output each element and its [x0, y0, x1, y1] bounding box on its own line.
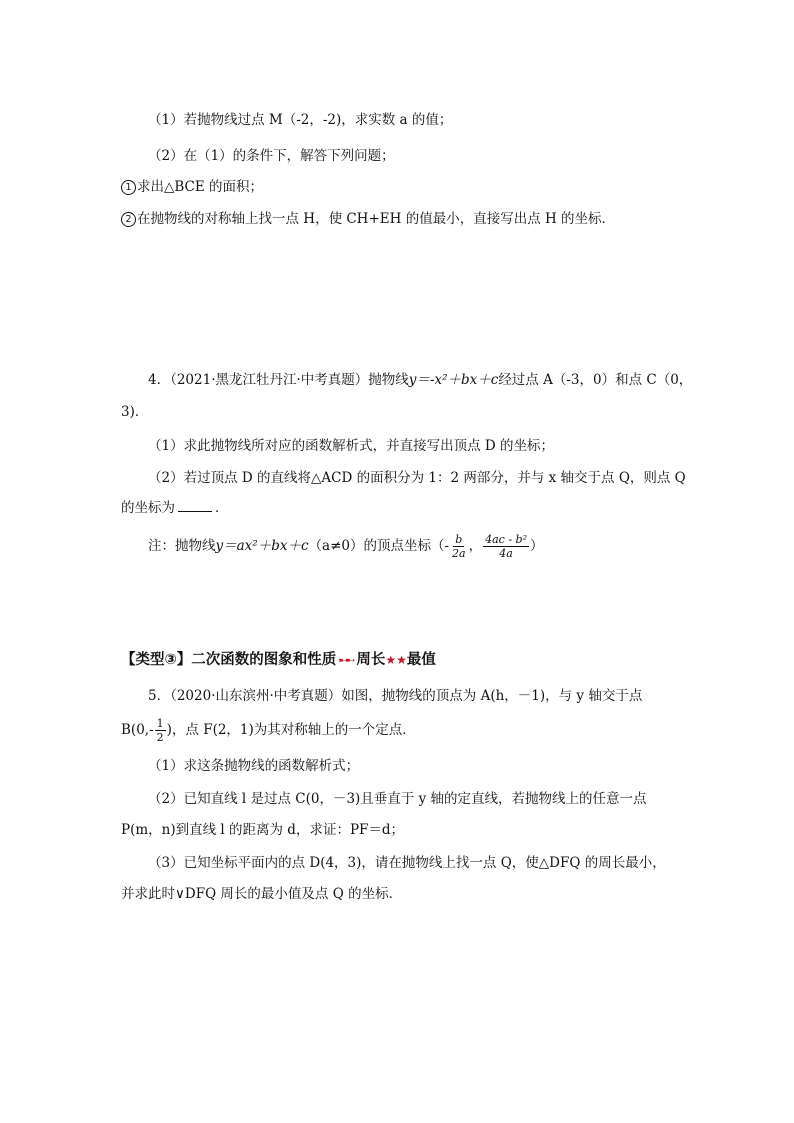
- q3-subpart1: [121, 177, 263, 197]
- section-heading-type: 【类型③】二次函数的图象和性质: [121, 652, 337, 668]
- q5-part1: （1）求这条抛物线的函数解析式；: [148, 758, 360, 774]
- q5-stem: 5．（2020·山东滨州·中考真题）如图，抛物线的顶点为 A(h，－1)，与 y 轴交于点: [148, 688, 643, 704]
- fraction-b-over-2a: $\frac{b}{2a}$: [452, 533, 466, 560]
- q3-subpart2-text: 在抛物线的对称轴上找一点 H，使 CH+EH 的值最小，直接写出点 H 的坐标．: [137, 211, 616, 227]
- circled-number-2: 2: [121, 212, 136, 227]
- note-label: 注：抛物线: [148, 538, 216, 554]
- circled-number-1: 1: [121, 180, 136, 195]
- q5-part3-continued: 并求此时∨DFQ 周长的最小值及点 Q 的坐标．: [121, 886, 403, 902]
- q4-answer-prompt: 的坐标为: [121, 500, 175, 516]
- fraction-one-half: $\frac{1}{2}$: [156, 717, 164, 744]
- q3-subpart1-text: 求出△BCE 的面积；: [137, 179, 264, 195]
- q5-part2: （2）已知直线 l 是过点 C(0，－3)且垂直于 y 轴的定直线，若抛物线上的任意一点: [148, 791, 647, 807]
- q4-stem: [148, 370, 692, 390]
- q4-answer-end: ．: [215, 500, 229, 516]
- note-vertex-prefix: （a≠0）的顶点坐标（-: [308, 538, 450, 554]
- q5-part2-continued: P(m，n)到直线 l 的距离为 d，求证：PF＝d；: [121, 822, 405, 838]
- note-comma: ，: [468, 538, 483, 554]
- q3-subpart2: [121, 209, 615, 229]
- q4-stem-source: 4．（2021·黑龙江牡丹江·中考真题）抛物线: [148, 372, 409, 388]
- section-heading: [121, 650, 436, 670]
- note-general-equation: y＝ax²＋bx＋c: [215, 538, 309, 554]
- q5-stem-continued: [121, 717, 416, 744]
- q4-part2-continued: [121, 497, 229, 518]
- section-heading-perimeter: 周长: [356, 652, 386, 668]
- q5-part3: （3）已知坐标平面内的点 D(4，3)，请在抛物线上找一点 Q，使△DFQ 的周长最小，: [148, 855, 666, 871]
- q4-parabola-equation: y＝-x²＋bx＋c: [408, 372, 499, 388]
- section-heading-extremum: 最值: [406, 652, 436, 668]
- q4-part2: （2）若过顶点 D 的直线将△ACD 的面积分为 1：2 两部分，并与 x 轴交于点 Q，则点 Q: [148, 470, 686, 486]
- note-end: ）: [530, 538, 544, 554]
- q3-part2: （2）在（1）的条件下，解答下列问题；: [148, 148, 395, 164]
- answer-blank: [178, 497, 212, 512]
- q5-point-b: B(0,-: [121, 722, 154, 738]
- arrow-icon: ➸➸: [338, 653, 353, 667]
- q4-stem-points: 经过点 A（-3，0）和点 C（0，: [498, 372, 693, 388]
- star-icon: ★★: [385, 653, 407, 667]
- q4-note: [148, 532, 544, 560]
- q3-part1: （1）若抛物线过点 M（-2，-2)，求实数 a 的值；: [148, 112, 453, 128]
- q5-point-f: )，点 F(2，1)为其对称轴上的一个定点．: [166, 722, 416, 738]
- q4-stem-continued: 3)．: [121, 404, 149, 420]
- q4-part1: （1）求此抛物线所对应的函数解析式，并直接写出顶点 D 的坐标；: [148, 438, 554, 454]
- fraction-4ac-minus-b2-over-4a: $\frac{\text{4ac - b²}}{4a}$: [485, 533, 527, 560]
